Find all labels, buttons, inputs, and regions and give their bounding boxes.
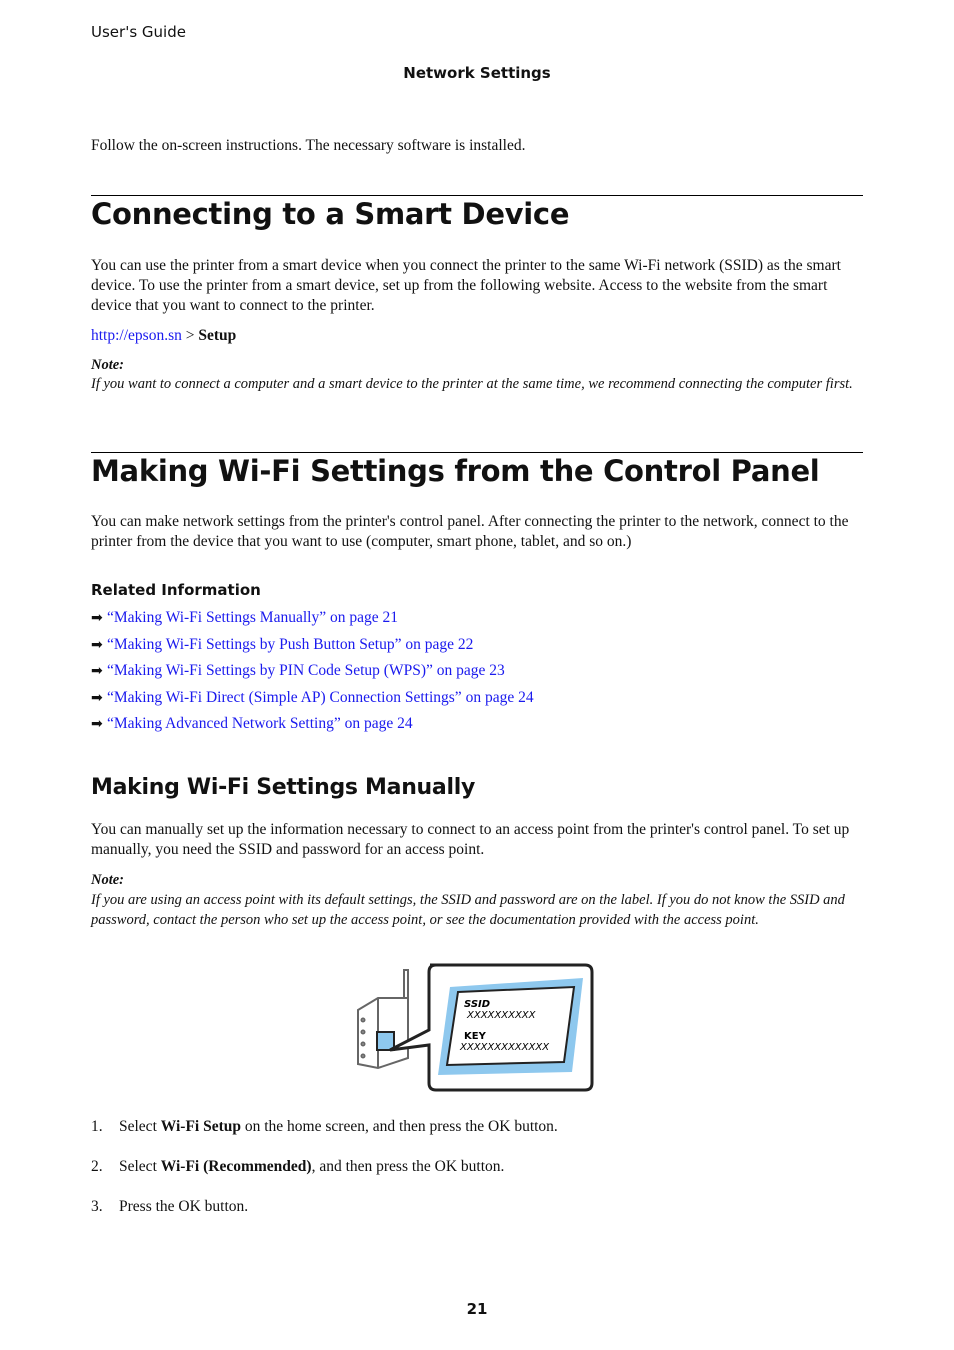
setup-label: Setup xyxy=(198,327,237,344)
smart-body: You can use the printer from a smart device when you connect the printer to the same Wi-Fi network (SSID) as the smart device. To use the printer from a smart device, set up from the following website. Access to the website from the smart device that you want to connect to the printer. xyxy=(91,257,841,314)
note-block xyxy=(91,356,866,394)
related-link-text[interactable]: “Making Wi-Fi Settings by PIN Code Setup (WPS)” on page 23 xyxy=(107,662,505,679)
arrow-right-icon: ➡ xyxy=(91,610,103,626)
related-link-text[interactable]: “Making Wi-Fi Settings by Push Button Setup” on page 22 xyxy=(107,636,474,653)
related-link-text[interactable]: “Making Wi-Fi Settings Manually” on page 21 xyxy=(107,609,398,626)
step-number: 1. xyxy=(91,1118,103,1135)
related-link[interactable] xyxy=(91,714,413,734)
note-text: If you want to connect a computer and a smart device to the printer at the same time, we recommend connecting the computer first. xyxy=(91,376,853,392)
note-label: Note: xyxy=(91,872,125,888)
epson-link[interactable]: http://epson.sn xyxy=(91,327,182,344)
step-1 xyxy=(91,1118,558,1136)
step-number: 3. xyxy=(91,1198,103,1215)
step-number: 2. xyxy=(91,1158,103,1175)
note-label: Note: xyxy=(91,357,125,373)
step-bold: Wi-Fi Setup xyxy=(160,1118,241,1135)
heading-control-panel: Making Wi-Fi Settings from the Control Panel xyxy=(91,454,820,488)
step-text: Select xyxy=(119,1118,161,1135)
ssid-value: XXXXXXXXXX xyxy=(467,1010,536,1021)
related-link[interactable] xyxy=(91,608,398,628)
router-icon xyxy=(358,970,408,1068)
divider xyxy=(91,195,863,196)
related-link-text[interactable]: “Making Wi-Fi Direct (Simple AP) Connection Settings” on page 24 xyxy=(107,689,534,706)
router-ssid-illustration xyxy=(350,960,600,1095)
step-2 xyxy=(91,1158,504,1176)
related-link[interactable] xyxy=(91,635,473,655)
step-text: on the home screen, and then press the OK button. xyxy=(241,1118,558,1135)
separator: > xyxy=(181,327,199,344)
step-3 xyxy=(91,1198,248,1216)
arrow-right-icon: ➡ xyxy=(91,663,103,679)
heading-smart-device: Connecting to a Smart Device xyxy=(91,197,570,231)
setup-link-line xyxy=(91,326,866,346)
related-info-heading: Related Information xyxy=(91,581,261,599)
note-text: If you are using an access point with its default settings, the SSID and password are on the label. If you do not know the SSID and password, contact the person who set up the access point, or see the documentation provided with the access point. xyxy=(91,892,845,928)
related-link[interactable] xyxy=(91,661,505,681)
arrow-right-icon: ➡ xyxy=(91,637,103,653)
page-number: 21 xyxy=(466,1300,488,1318)
key-value: XXXXXXXXXXXXX xyxy=(460,1042,550,1053)
divider xyxy=(91,452,863,453)
related-link-text[interactable]: “Making Advanced Network Setting” on page 24 xyxy=(107,715,413,732)
heading-manual: Making Wi-Fi Settings Manually xyxy=(91,775,475,800)
note-block xyxy=(91,870,866,930)
panel-body: You can make network settings from the printer's control panel. After connecting the printer to the network, connect to the printer from the device that you want to use (computer, smart phone, tablet, and so on.) xyxy=(91,513,849,550)
key-label: KEY xyxy=(464,1031,486,1042)
arrow-right-icon: ➡ xyxy=(91,716,103,732)
step-bold: Wi-Fi (Recommended) xyxy=(160,1158,312,1175)
related-link[interactable] xyxy=(91,688,534,708)
step-text: , and then press the OK button. xyxy=(311,1158,505,1175)
arrow-right-icon: ➡ xyxy=(91,690,103,706)
running-header: User's Guide xyxy=(91,23,186,41)
step-text: Press the OK button. xyxy=(119,1198,249,1215)
ssid-label: SSID xyxy=(464,999,491,1010)
intro-text: Follow the on-screen instructions. The necessary software is installed. xyxy=(91,137,526,154)
section-header: Network Settings xyxy=(403,64,551,82)
step-text: Select xyxy=(119,1158,161,1175)
manual-body: You can manually set up the information necessary to connect to an access point from the printer's control panel. To set up manually, you need the SSID and password for an access point. xyxy=(91,821,850,858)
